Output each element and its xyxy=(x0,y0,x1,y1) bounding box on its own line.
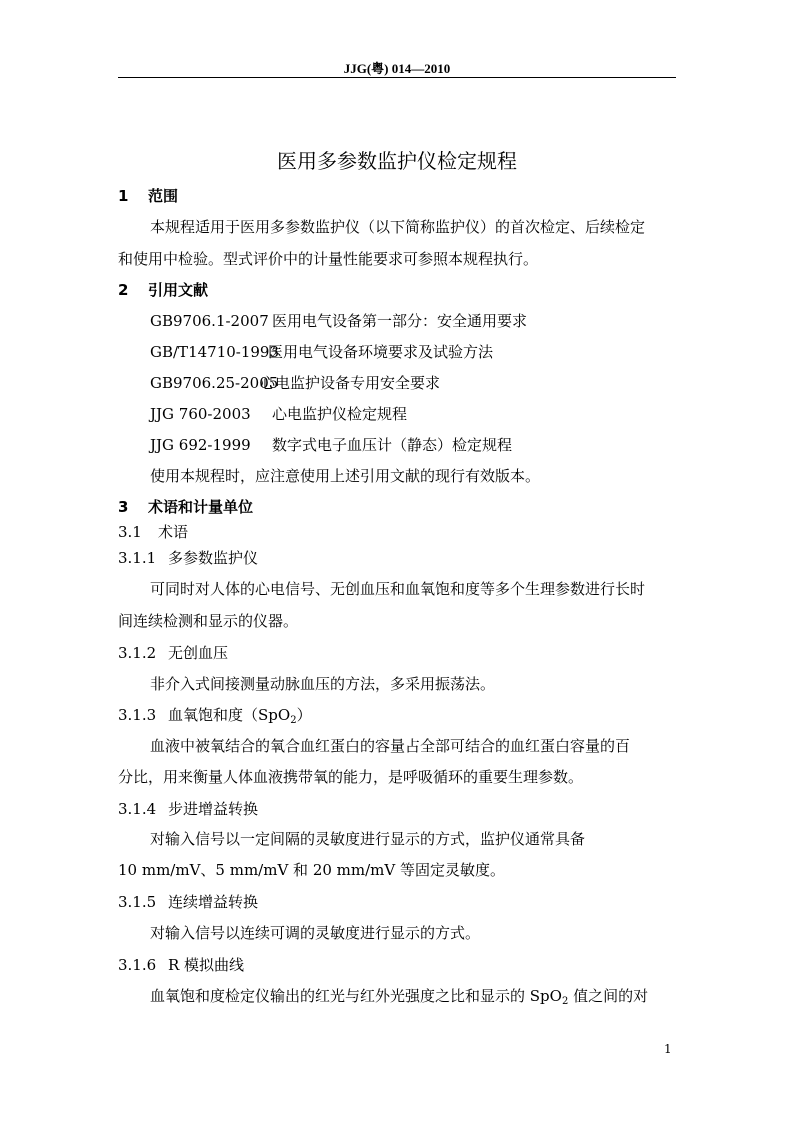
page-number: 1 xyxy=(664,1042,672,1056)
subsection-3-1-3-heading xyxy=(118,705,312,731)
paragraph-line: 分比，用来衡量人体血液携带氧的能力，是呼吸循环的重要生理参数。 xyxy=(118,768,584,786)
paragraph-line: 血液中被氧结合的氧合血红蛋白的容量占全部可结合的血红蛋白容量的百 xyxy=(150,737,631,755)
reference-item xyxy=(150,373,440,393)
subsection-3-1-5-heading xyxy=(118,892,258,912)
section-title: 多参数监护仪 xyxy=(168,549,259,567)
section-title: 无创血压 xyxy=(168,644,229,662)
running-header: JJG(粤) 014—2010 xyxy=(343,61,451,76)
paragraph-line: 使用本规程时，应注意使用上述引用文献的现行有效版本。 xyxy=(150,467,541,485)
reference-name: 医用电气设备第一部分：安全通用要求 xyxy=(272,312,528,330)
subsection-3-1-6-heading xyxy=(118,955,244,975)
paragraph-line: 对输入信号以一定间隔的灵敏度进行显示的方式，监护仪通常具备 xyxy=(150,830,586,848)
section-3-heading xyxy=(118,497,253,517)
reference-item xyxy=(150,311,527,331)
section-number: 3.1 xyxy=(118,523,142,541)
section-number: 3.1.2 xyxy=(118,644,157,662)
paragraph-line: 血氧饱和度检定仪输出的红光与红外光强度之比和显示的 SpO$_2$ 值之间的对 xyxy=(150,987,649,1007)
header-rule xyxy=(118,77,676,78)
paragraph-line: 对输入信号以连续可调的灵敏度进行显示的方式。 xyxy=(150,924,481,942)
reference-item xyxy=(150,342,493,362)
reference-code: GB/T14710-1993 xyxy=(150,343,280,361)
subsection-3-1-2-heading xyxy=(118,643,228,663)
section-number: 3.1.3 xyxy=(118,706,157,724)
section-number: 3 xyxy=(118,498,129,516)
section-number: 2 xyxy=(118,281,129,299)
section-number: 3.1.5 xyxy=(118,893,157,911)
section-title: 引用文献 xyxy=(148,281,209,299)
section-title: 术语和计量单位 xyxy=(148,498,254,516)
paragraph-line: 本规程适用于医用多参数监护仪（以下简称监护仪）的首次检定、后续检定 xyxy=(150,218,646,236)
section-title: 术语 xyxy=(158,523,189,541)
section-title: 范围 xyxy=(148,187,179,205)
paragraph-line: 10 mm/mV、5 mm/mV 和 20 mm/mV 等固定灵敏度。 xyxy=(118,861,505,879)
section-number: 3.1.6 xyxy=(118,956,157,974)
reference-item xyxy=(150,404,407,424)
paragraph-line: 非介入式间接测量动脉血压的方法，多采用振荡法。 xyxy=(150,675,496,693)
paragraph-line: 和使用中检验。型式评价中的计量性能要求可参照本规程执行。 xyxy=(118,250,539,268)
reference-item xyxy=(150,435,512,455)
section-2-heading xyxy=(118,280,208,300)
reference-name: 数字式电子血压计（静态）检定规程 xyxy=(272,436,513,454)
reference-code: GB9706.1-2007 xyxy=(150,312,269,330)
reference-code: GB9706.25-2005 xyxy=(150,374,279,392)
reference-code: JJG 760-2003 xyxy=(150,405,251,423)
section-number: 1 xyxy=(118,187,129,205)
reference-name: 心电监护仪检定规程 xyxy=(272,405,408,423)
subsection-3-1-heading xyxy=(118,522,188,542)
section-title: 步进增益转换 xyxy=(168,800,259,818)
section-number: 3.1.4 xyxy=(118,800,157,818)
reference-name: 医用电气设备环境要求及试验方法 xyxy=(268,343,494,361)
reference-code: JJG 692-1999 xyxy=(150,436,251,454)
paragraph-line: 可同时对人体的心电信号、无创血压和血氧饱和度等多个生理参数进行长时 xyxy=(150,580,646,598)
paragraph-line: 间连续检测和显示的仪器。 xyxy=(118,612,299,630)
document-title: 医用多参数监护仪检定规程 xyxy=(277,149,517,173)
section-title: R 模拟曲线 xyxy=(168,956,245,974)
section-1-heading xyxy=(118,186,178,206)
subsection-3-1-4-heading xyxy=(118,799,258,819)
section-title: 血氧饱和度（SpO$_2$） xyxy=(168,706,312,726)
section-number: 3.1.1 xyxy=(118,549,157,567)
reference-name: 心电监护设备专用安全要求 xyxy=(260,374,441,392)
subsection-3-1-1-heading xyxy=(118,548,258,568)
section-title: 连续增益转换 xyxy=(168,893,259,911)
